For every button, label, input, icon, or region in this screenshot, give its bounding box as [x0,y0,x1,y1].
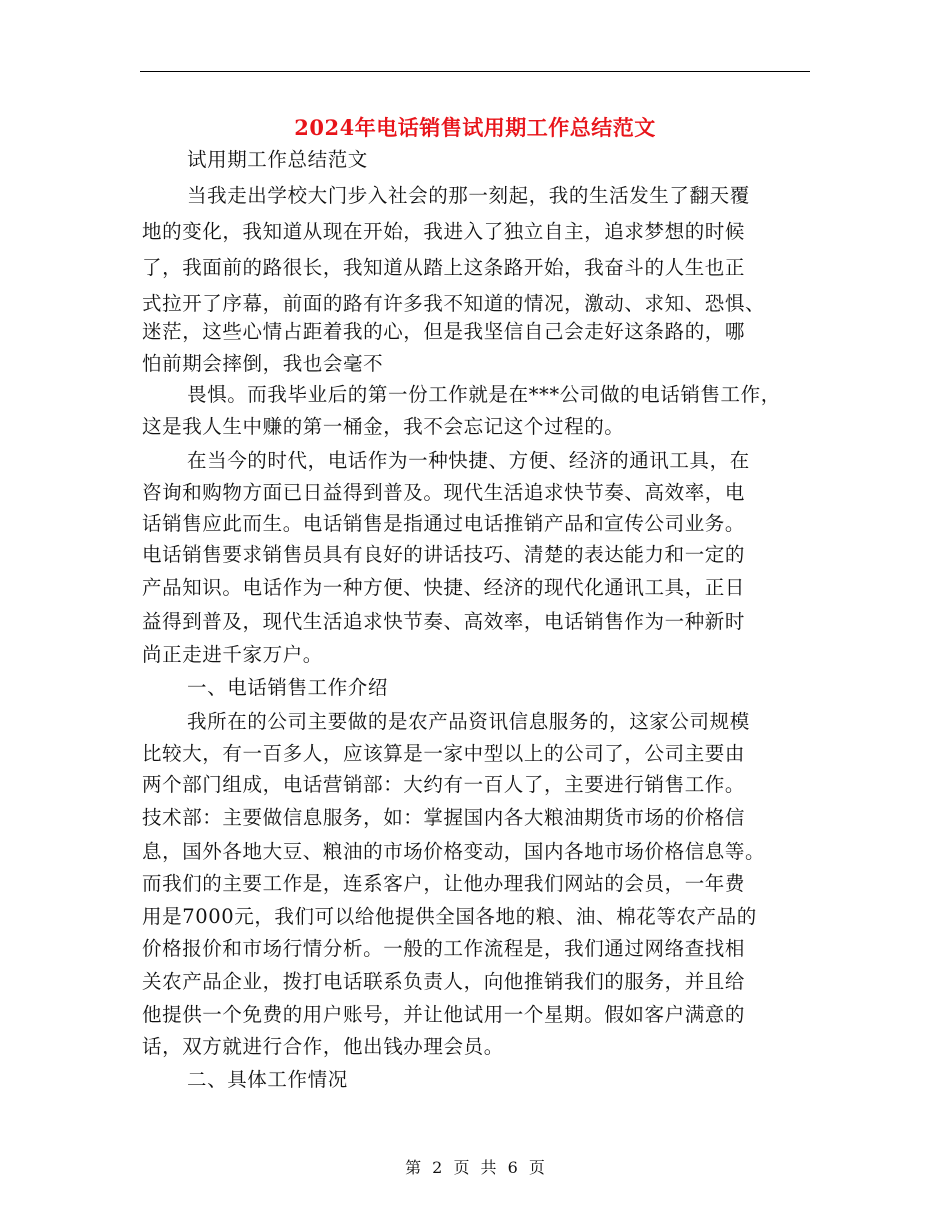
paragraph-line: 咨询和购物方面已日益得到普及。现代生活追求快节奏、高效率，电 [142,481,746,504]
paragraph-line: 而我们的主要工作是，连系客户，让他办理我们网站的会员，一年费 [142,872,746,895]
section-heading: 一、电话销售工作介绍 [187,676,389,699]
paragraph-line: 益得到普及，现代生活追求快节奏、高效率，电话销售作为一种新时 [142,610,746,633]
paragraph-line: 话销售应此而生。电话销售是指通过电话推销产品和宣传公司业务。 [142,512,746,535]
paragraph-line: 畏惧。而我毕业后的第一份工作就是在***公司做的电话销售工作， [187,383,781,406]
paragraph-line: 在当今的时代，电话作为一种快捷、方便、经济的通讯工具，在 [187,449,750,472]
section-heading: 二、具体工作情况 [187,1068,348,1091]
paragraph-line: 话，双方就进行合作，他出钱办理会员。 [142,1035,504,1058]
paragraph-line: 式拉开了序幕，前面的路有许多我不知道的情况，激动、求知、恐惧、 [142,292,766,315]
paragraph-line: 息，国外各地大豆、粮油的市场价格变动，国内各地市场价格信息等。 [142,840,766,863]
paragraph-line: 我所在的公司主要做的是农产品资讯信息服务的，这家公司规模 [187,710,750,733]
header-rule [140,71,810,72]
paragraph-line: 用是7000元，我们可以给他提供全国各地的粮、油、棉花等农产品的 [142,905,757,928]
paragraph-line: 试用期工作总结范文 [187,148,368,171]
paragraph-line: 电话销售要求销售员具有良好的讲话技巧、清楚的表达能力和一定的 [142,543,746,566]
paragraph-line: 尚正走进千家万户。 [142,643,323,666]
paragraph-line: 当我走出学校大门步入社会的那一刻起，我的生活发生了翻天覆 [187,184,750,207]
paragraph-line: 他提供一个免费的用户账号，并让他试用一个星期。假如客户满意的 [142,1003,746,1026]
paragraph-line: 迷茫，这些心情占距着我的心，但是我坚信自己会走好这条路的，哪 [142,320,746,343]
paragraph-line: 产品知识。电话作为一种方便、快捷、经济的现代化通讯工具，正日 [142,576,746,599]
paragraph-line: 地的变化，我知道从现在开始，我进入了独立自主，追求梦想的时候 [142,220,746,243]
paragraph-line: 了，我面前的路很长，我知道从踏上这条路开始，我奋斗的人生也正 [142,256,746,279]
paragraph-line: 两个部门组成，电话营销部：大约有一百人了，主要进行销售工作。 [142,773,746,796]
document-title: 2024年电话销售试用期工作总结范文 [294,115,656,140]
paragraph-line: 技术部：主要做信息服务，如：掌握国内各大粮油期货市场的价格信 [142,806,746,829]
paragraph-line: 怕前期会摔倒，我也会毫不 [142,352,384,375]
paragraph-line: 关农产品企业，拨打电话联系负责人，向他推销我们的服务，并且给 [142,970,746,993]
paragraph-line: 这是我人生中赚的第一桶金，我不会忘记这个过程的。 [142,415,625,438]
paragraph-line: 价格报价和市场行情分析。一般的工作流程是，我们通过网络查找相 [142,937,746,960]
page-footer: 第 2 页 共 6 页 [405,1158,545,1177]
paragraph-line: 比较大，有一百多人，应该算是一家中型以上的公司了，公司主要由 [142,742,746,765]
